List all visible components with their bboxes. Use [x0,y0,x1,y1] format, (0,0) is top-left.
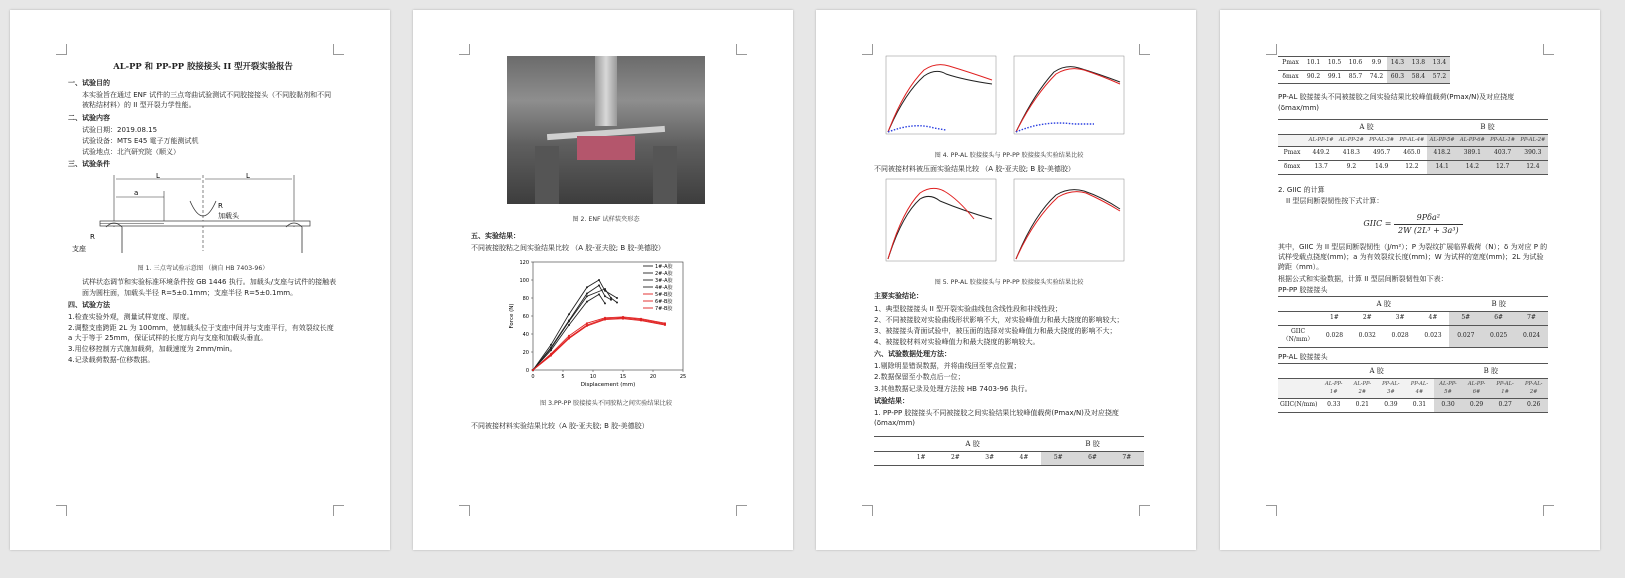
formula-numerator: 9Pδa² [1394,212,1463,225]
table-cell: 0.30 [1434,399,1463,413]
y-axis-label: Force (N) [509,303,515,329]
margin-mark [862,44,873,55]
legend-label: 5#-B胶 [655,292,673,299]
radius-label: R [218,202,223,211]
paragraph: 其中，GIIC 为 II 型层间断裂韧性（J/m²）；P 为裂纹扩展临界载荷（N）；δ 为对应 P 的试样受载点挠度(mm)；a 为有效裂纹长度(mm)；W 为试样的宽度(mm)；2L 为试验跨距（mm）。 [1278,243,1548,272]
data-point [598,279,600,281]
margin-mark [459,44,470,55]
margin-mark [56,505,67,516]
span-label-left: L [156,172,160,181]
list-item: 1.检查实验外观，测量试样宽度、厚度。 [68,312,194,321]
table-header-cell: AL-PP-5# [1427,134,1457,147]
list-item: 4.记录载荷数据-位移数据。 [68,356,155,365]
table-header-cell: 2# [938,452,972,466]
data-point [586,295,588,297]
data-point [550,344,552,346]
y-tick-label: 20 [522,350,529,357]
table-cell: 418.2 [1427,147,1457,161]
table-cell: 0.29 [1462,399,1491,413]
table-cell: 0.21 [1348,399,1377,413]
table-label: PP-PP 胶接接头 [1278,285,1328,294]
data-point [604,319,606,321]
table-header-cell: AL-PP-2# [1336,134,1366,147]
table-cell: 12.4 [1518,161,1548,175]
formula-denominator: 2W (2L³ + 3a³) [1398,225,1459,235]
margin-mark [333,44,344,55]
pp-pp-results-table [1278,56,1450,84]
table-cell: 60.3 [1387,70,1408,84]
table-header-cell: PP-AL-2# [1519,379,1548,399]
document-page-1 [10,10,390,550]
table-cell: 418.3 [1336,147,1366,161]
margin-mark [1543,505,1554,516]
load-head-label: 加载头 [218,212,239,221]
table-cell: 0.27 [1491,399,1520,413]
group-a-header: A 胶 [1318,296,1449,311]
table-cell: 0.31 [1405,399,1434,413]
table-header-cell: 4# [1417,312,1450,326]
data-point [604,288,606,290]
table-header-cell: 1# [1318,312,1351,326]
x-tick-label: 5 [561,374,565,381]
table-cell: 57.2 [1429,70,1450,84]
list-item: 试验日期：2019.08.15 [82,125,158,134]
legend-label: 6#-B胶 [655,299,673,306]
comparison-charts-fig4 [874,54,1144,146]
data-point [550,355,552,357]
table-cell: 14.1 [1427,161,1457,175]
giic-pp-al-table [1278,363,1548,413]
data-point [664,324,666,326]
table-cell: 0.39 [1377,399,1406,413]
row-label: GIIC（N/mm） [1278,325,1318,347]
table-header-cell: 3# [1384,312,1417,326]
margin-mark [862,505,873,516]
table-header-cell: AL-PP-1# [1319,379,1348,399]
margin-mark [736,505,747,516]
table-header-cell: AL-PP-5# [1434,379,1463,399]
section-heading: 主要实验结论： [874,292,923,301]
data-point [586,286,588,288]
data-point [604,295,606,297]
group-b-header: B 胶 [1041,437,1144,452]
table-row [1278,57,1450,71]
figure-caption: 图 1. 三点弯试验示意图 （摘自 HB 7403-96） [137,265,269,273]
margin-mark [1266,505,1277,516]
data-point [622,318,624,320]
list-item: 2、不同被接胶对实验曲线形状影响不大，对实验峰值力和最大挠度的影响较大； [874,315,1124,324]
table-cell: 10.5 [1324,57,1345,71]
table-cell: 0.023 [1417,325,1450,347]
list-item: 试验地点：北汽研究院（顺义） [82,148,180,157]
group-b-header: B 胶 [1449,296,1548,311]
paragraph: 试样状态调节和实验标准环境条件按 GB 1446 执行。加载头/支座与试件的接触表面为圆柱面，加载头半径 R=5±0.1mm；支座半径 R=5±0.1mm。 [82,278,337,297]
table-cell: 85.7 [1345,70,1366,84]
section-heading: 五、实验结果： [471,231,520,240]
table-cell: 14.3 [1387,57,1408,71]
document-page-4 [1220,10,1600,550]
figure-caption: 图 2. ENF 试样装夹形态 [572,216,640,223]
data-point [550,349,552,351]
table-cell: 0.027 [1449,325,1482,347]
table-header-cell: AL-PP-6# [1457,134,1487,147]
table-cell: 13.4 [1429,57,1450,71]
series-line [533,295,605,371]
group-b-header: B 胶 [1427,119,1548,134]
paragraph: PP-AL 胶接接头不同被接胶之间实验结果比较峰值载荷(Pmax/N)及对应挠度(δmax/mm) [1278,93,1515,112]
x-axis-label: Displacement (mm) [580,382,636,389]
data-point [586,301,588,303]
giic-pp-pp-table [1278,296,1548,348]
table-header-cell: 6# [1482,312,1515,326]
data-point [640,320,642,322]
three-point-bend-diagram [68,171,338,259]
table-cell: 90.2 [1303,70,1324,84]
table-header-cell: PP-AL-4# [1405,379,1434,399]
table-cell: 403.7 [1488,147,1518,161]
group-b-header: B 胶 [1434,364,1548,379]
table-header-cell: AL-PP-1# [1306,134,1336,147]
document-page-2 [413,10,793,550]
data-point [598,294,600,296]
table-cell: 58.4 [1408,70,1429,84]
span-label-right: L [246,172,250,181]
table-cell: 12.2 [1397,161,1427,175]
list-item: 3.用位移控制方式施加载荷，加载速度为 2mm/min。 [68,345,237,354]
list-item: 1、典型胶接接头 II 型开裂实验曲线包含线性段和非线性段； [874,304,1063,313]
table-label: PP-AL 胶接接头 [1278,353,1328,362]
table-header-cell: 5# [1041,452,1075,466]
x-tick-label: 25 [679,374,687,381]
formula-lhs: GIIC = [1363,219,1392,229]
table-header-cell: PP-AL-3# [1377,379,1406,399]
x-tick-label: 20 [649,374,657,381]
margin-mark [1266,44,1277,55]
data-point [568,313,570,315]
paragraph: 不同被接材料被压面实验结果比较 （A 胶-亚夫胶; B 胶-美德胶） [874,165,1075,174]
table-header-cell: 5# [1449,312,1482,326]
table-cell: 10.6 [1345,57,1366,71]
list-item: 1. PP-PP 胶接接头不同被接胶之间实验结果比较峰值载荷(Pmax/N)及对应挠度(δmax/mm) [874,408,1119,427]
table-row [1278,70,1450,84]
y-tick-label: 40 [522,332,529,339]
paragraph: 不同被接胶粘之间实验结果比较 （A 胶-亚夫胶; B 胶-美德胶） [471,244,665,253]
table-cell: 389.1 [1457,147,1487,161]
support-radius-label: R [90,233,95,242]
table-header-cell: AL-PP-2# [1348,379,1377,399]
specimen-photo [507,56,705,204]
y-tick-label: 60 [522,314,529,321]
pp-al-results-table [1278,119,1548,175]
table-cell: 390.3 [1518,147,1548,161]
data-point [610,299,612,301]
margin-mark [56,44,67,55]
legend-label: 2#-A胶 [655,271,673,278]
data-point [586,293,588,295]
force-displacement-chart [471,254,741,394]
table-header-cell: 4# [1007,452,1041,466]
list-item: 3、被接接头背面试验中，被压面的选择对实验峰值力和最大挠度的影响不大； [874,326,1117,335]
table-cell: 0.028 [1384,325,1417,347]
y-tick-label: 0 [525,368,529,375]
group-a-header: A 胶 [1319,364,1433,379]
paragraph: 不同被接材料实验结果比较（A 胶-亚夫胶; B 胶-美德胶） [471,422,649,431]
table-header-cell: PP-AL-4# [1397,134,1427,147]
series-line [533,317,665,370]
table-cell: 14.2 [1457,161,1487,175]
table-header-cell: PP-AL-1# [1491,379,1520,399]
table-cell: 465.0 [1397,147,1427,161]
data-point [586,325,588,327]
legend-label: 1#-A胶 [655,264,673,271]
figure-caption: 图 3.PP-PP 胶接接头不同胶粘之间实验结果比较 [539,400,673,408]
table-cell: 0.025 [1482,325,1515,347]
table-row [1278,161,1548,175]
table-cell: 74.2 [1366,70,1387,84]
list-item: 试验设备：MTS E45 電子万能测试机 [82,136,199,145]
series-line [533,289,617,370]
list-item: 1.剔除明显错误数据，并将曲线回至零点位置； [874,362,1021,371]
table-row [1278,325,1548,347]
section-heading: 四、试验方法 [68,300,110,309]
margin-mark [736,44,747,55]
figure-caption: 图 4. PP-AL 胶接接头与 PP-PP 胶接接头实验结果比较 [934,152,1084,160]
table-cell: 13.7 [1306,161,1336,175]
data-point [586,322,588,324]
data-point [568,321,570,323]
row-label: Pmax [1278,57,1303,71]
table-header-cell: 1# [904,452,938,466]
table-header-cell: 7# [1515,312,1548,326]
row-label: δmax [1278,161,1306,175]
table-cell: 449.2 [1306,147,1336,161]
section-heading: 2. GIIC 的计算 [1278,185,1325,194]
x-tick-label: 10 [589,374,597,381]
document-page-3 [816,10,1196,550]
table-cell: 99.1 [1324,70,1345,84]
row-label: δmax [1278,70,1303,84]
list-item: 2.数据保留至小数点后一位； [874,373,965,382]
data-point [616,302,618,304]
margin-mark [333,505,344,516]
figure-caption: 图 5. PP-AL 胶接接头与 PP-PP 胶接接头实验结果比较 [934,279,1084,287]
data-point [610,297,612,299]
table-cell: 14.9 [1367,161,1397,175]
table-cell: 0.26 [1519,399,1548,413]
table-cell: 9.9 [1366,57,1387,71]
data-point [568,324,570,326]
section-heading: 试验结果： [874,396,909,405]
group-a-header: A 胶 [1306,119,1427,134]
table-header-cell: 2# [1351,312,1384,326]
table-cell: 12.7 [1488,161,1518,175]
legend-label: 4#-A胶 [655,285,673,292]
legend-label: 7#-B胶 [655,306,673,313]
y-tick-label: 120 [519,260,529,267]
table-cell: 0.33 [1319,399,1348,413]
table-header-cell: 6# [1075,452,1109,466]
data-point [568,335,570,337]
list-item: 3.其他数据记录及处理方法按 HB 7403-96 执行。 [874,384,1032,393]
data-point [604,303,606,305]
list-item: 2.调整支座跨距 2L 为 100mm，使加载头位于支座中间并与支座平行，有效裂纹长度 a 大于等于 25mm，保证试样的长度方向与支座和加载头垂直。 [68,324,334,343]
section-heading: 二、试验内容 [68,113,110,122]
legend-label: 3#-A胶 [655,278,673,285]
row-label: Pmax [1278,147,1306,161]
series-line [533,318,665,370]
table-header-cell: 7# [1110,452,1144,466]
x-tick-label: 0 [531,374,535,381]
margin-mark [1543,44,1554,55]
y-tick-label: 80 [522,296,529,303]
data-point [598,285,600,287]
section-heading: 六、试验数据处理方法： [874,350,951,359]
giic-formula [1278,212,1548,236]
y-tick-label: 100 [519,278,529,285]
section-heading: 一、试验目的 [68,79,110,88]
table-header-cell: PP-AL-1# [1488,134,1518,147]
report-title: AL-PP 和 PP-PP 胶接接头 II 型开裂实验报告 [113,61,293,71]
table-cell: 9.2 [1336,161,1366,175]
margin-mark [1139,505,1150,516]
crack-length-label: a [134,189,139,198]
support-label: 支座 [72,245,86,254]
group-a-header: A 胶 [904,437,1041,452]
table-cell: 0.032 [1351,325,1384,347]
paragraph: II 型层间断裂韧性按下式计算： [1286,196,1384,205]
table-cell: 0.024 [1515,325,1548,347]
table-header-cell: PP-AL-2# [1518,134,1548,147]
comparison-charts-fig5 [874,175,1144,273]
row-label: GIIC(N/mm) [1278,399,1319,413]
paragraph: 根据公式和实验数据，计算 II 型层间断裂韧性如下表： [1278,274,1448,283]
x-tick-label: 15 [619,374,627,381]
table-row [1278,399,1548,413]
section-heading: 三、试验条件 [68,160,110,169]
list-item: 4、被接胶材料对实验峰值力和最大挠度的影响较大。 [874,337,1040,346]
table-header-cell: AL-PP-6# [1462,379,1491,399]
table-cell: 0.028 [1318,325,1351,347]
table-header-cell: 3# [973,452,1007,466]
table-cell: 495.7 [1367,147,1397,161]
data-point [616,297,618,299]
table-cell: 13.8 [1408,57,1429,71]
table-cell: 10.1 [1303,57,1324,71]
data-point [568,338,570,340]
results-table-header [874,436,1144,466]
table-header-cell: PP-AL-3# [1367,134,1397,147]
table-row [1278,147,1548,161]
data-point [532,369,534,371]
paragraph: 本实验旨在通过 ENF 试件的三点弯曲试验测试不同胶接接头（不同胶黏剂和不同被粘结材料）的 II 型开裂力学性能。 [82,91,332,110]
margin-mark [459,505,470,516]
